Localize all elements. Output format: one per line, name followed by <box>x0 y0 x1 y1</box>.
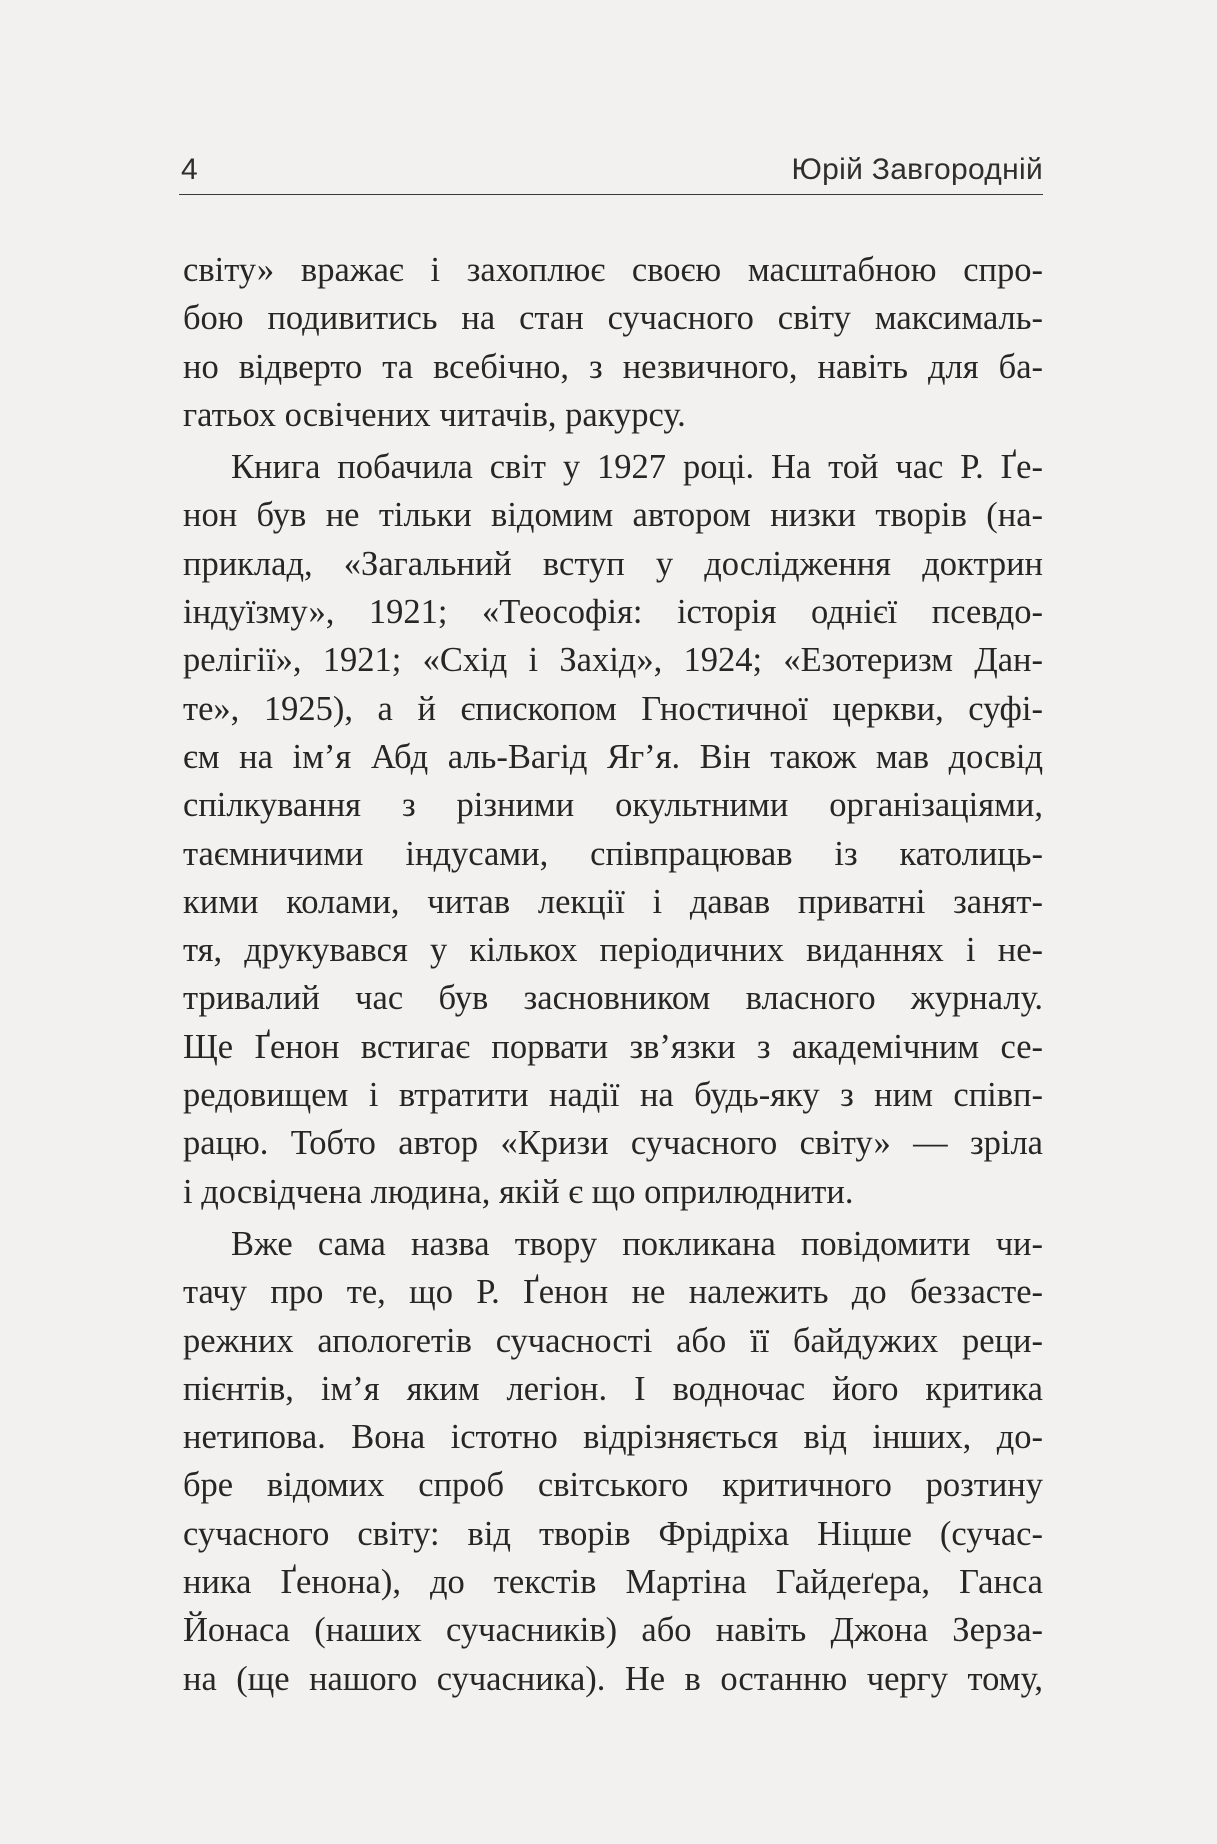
text-line: приклад, «Загальний вступ у дослідження доктрин <box>183 544 1043 583</box>
text-line: тя, друкувався у кількох періодичних виданнях і не- <box>183 931 1043 970</box>
text-line: редовищем і втратити надії на будь-яку з ним співп- <box>183 1076 1043 1115</box>
text-line: нон був не тільки відомим автором низки творів (на- <box>183 496 1043 535</box>
author-name: Юрій Завгородній <box>791 153 1043 186</box>
text-line: світу» вражає і захоплює своєю масштабною спро- <box>183 251 1043 289</box>
text-line: нетипова. Вона істотно відрізняється від інших, до- <box>183 1418 1043 1457</box>
text-line: Йонаса (наших сучасників) або навіть Джона Зерза- <box>183 1611 1043 1650</box>
text-line: гатьох освічених читачів, ракурсу. <box>183 395 686 434</box>
text-line: кими колами, читав лекції і давав приватні занят- <box>183 882 1043 921</box>
text-line: те», 1925), а й єпископом Гностичної церкви, суфі- <box>183 689 1043 728</box>
text-line: єм на ім’я Абд аль-Вагід Яг’я. Він також мав досвід <box>183 737 1043 776</box>
text-line: но відверто та всебічно, з незвичного, навіть для ба- <box>183 347 1043 386</box>
text-line: пієнтів, ім’я яким легіон. І водночас його критика <box>183 1369 1043 1408</box>
text-line: Вже сама назва твору покликана повідомити чи- <box>231 1224 1043 1263</box>
paragraph-2 <box>183 443 1043 1216</box>
text-line: індуїзму», 1921; «Теософія: історія однієї псевдо- <box>183 593 1043 632</box>
text-line: Ще Ґенон встигає порвати зв’язки з академічним се- <box>183 1027 1043 1066</box>
paragraph-3 <box>183 1220 1043 1703</box>
text-line: на (ще нашого сучасника). Не в останню чергу тому, <box>183 1659 1043 1698</box>
text-line: тривалий час був засновником власного журналу. <box>183 979 1043 1018</box>
text-line: Книга побачила світ у 1927 році. На той час Р. Ґе- <box>231 448 1043 487</box>
text-line: рацю. Тобто автор «Кризи сучасного світу» — зріла <box>183 1124 1043 1163</box>
page-number: 4 <box>181 153 198 186</box>
text-line: спілкування з різними окультними організаціями, <box>183 786 1043 825</box>
paragraph-1 <box>183 246 1043 439</box>
body-text <box>183 246 1043 1703</box>
running-head <box>179 152 1043 195</box>
text-line: сучасного світу: від творів Фрідріха Ніцше (сучас- <box>183 1514 1043 1553</box>
text-line: бре відомих спроб світського критичного розтину <box>183 1466 1043 1505</box>
text-line: бою подивитись на стан сучасного світу максималь- <box>183 299 1043 338</box>
text-line: таємничими індусами, співпрацював із католиць- <box>183 834 1043 873</box>
text-line: і досвідчена людина, якій є що оприлюднити. <box>183 1172 854 1211</box>
text-line: ника Ґенона), до текстів Мартіна Гайдеґера, Ганса <box>183 1563 1043 1602</box>
text-line: режних апологетів сучасності або її байдужих реци- <box>183 1321 1043 1360</box>
text-line: релігії», 1921; «Схід і Захід», 1924; «Езотеризм Дан- <box>183 641 1043 680</box>
text-line: тачу про те, що Р. Ґенон не належить до беззасте- <box>183 1273 1043 1312</box>
